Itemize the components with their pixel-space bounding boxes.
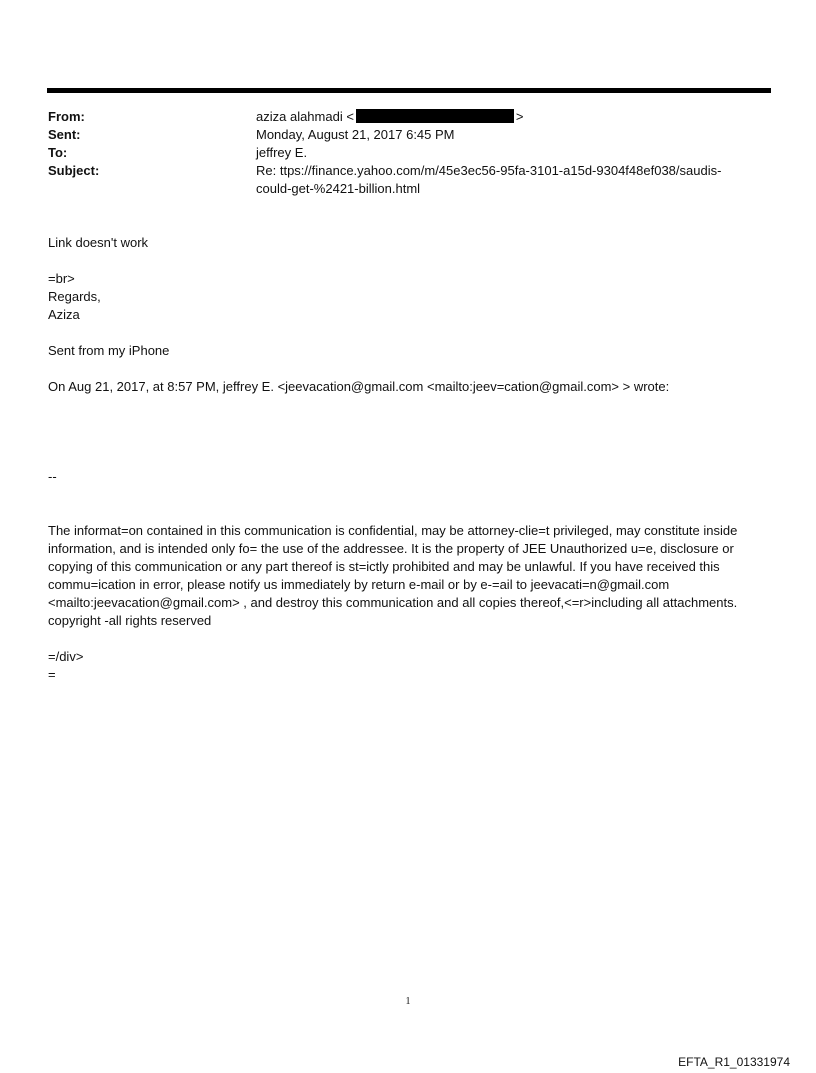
header-rule bbox=[47, 88, 771, 93]
end-equals: = bbox=[48, 667, 56, 682]
subject-value bbox=[256, 162, 756, 198]
separator: -- bbox=[48, 469, 57, 484]
page-number: 1 bbox=[405, 996, 411, 1007]
sender-suffix: > bbox=[515, 109, 524, 124]
from-label: From: bbox=[48, 109, 85, 124]
to-label: To: bbox=[48, 145, 68, 160]
document-id: EFTA_R1_01331974 bbox=[678, 1055, 790, 1069]
body-line-regards: Regards, bbox=[48, 289, 101, 304]
body-line-link: Link doesn't work bbox=[48, 235, 149, 250]
subject-label: Subject: bbox=[48, 163, 100, 178]
subject-line-2: could-get-%2421-billion.html bbox=[256, 181, 421, 196]
quote-intro: On Aug 21, 2017, at 8:57 PM, jeffrey E. <jeevacation@gmail.com <mailto:jeev=cation@gmail.com> > wrote: bbox=[48, 379, 670, 394]
body-line-br: =br> bbox=[48, 271, 75, 286]
end-div: =/div> bbox=[48, 649, 84, 664]
body-line-sent-from: Sent from my iPhone bbox=[48, 343, 170, 358]
sent-label: Sent: bbox=[48, 127, 81, 142]
sent-value: Monday, August 21, 2017 6:45 PM bbox=[256, 127, 455, 142]
redaction-box bbox=[356, 109, 514, 123]
disclaimer: The informat=on contained in this communication is confidential, may be attorney-clie=t privileged, may constitute inside information, and is intended only fo= the use of the addressee. It is the property of JEE Unauthorized u=e, disclosure or copying of this communication or any part thereof is st=ictly prohibited and may be unlawful. If you have received this commu=ication in error, please notify us immediately by return e-mail or by e-=ail to jeevacati=n@gmail.com <mailto:jeevacation@gmail.com> , and destroy this communication and all copies thereof,<=r>including all attachments. copyright -all rights reserved bbox=[48, 523, 738, 628]
sender-name: aziza alahmadi < bbox=[256, 109, 354, 124]
to-value: jeffrey E. bbox=[256, 145, 308, 160]
from-value bbox=[256, 108, 756, 126]
subject-line-1: Re: ttps://finance.yahoo.com/m/45e3ec56-95fa-3101-a15d-9304f48ef038/saudis- bbox=[256, 163, 722, 178]
body-line-signature: Aziza bbox=[48, 307, 80, 322]
